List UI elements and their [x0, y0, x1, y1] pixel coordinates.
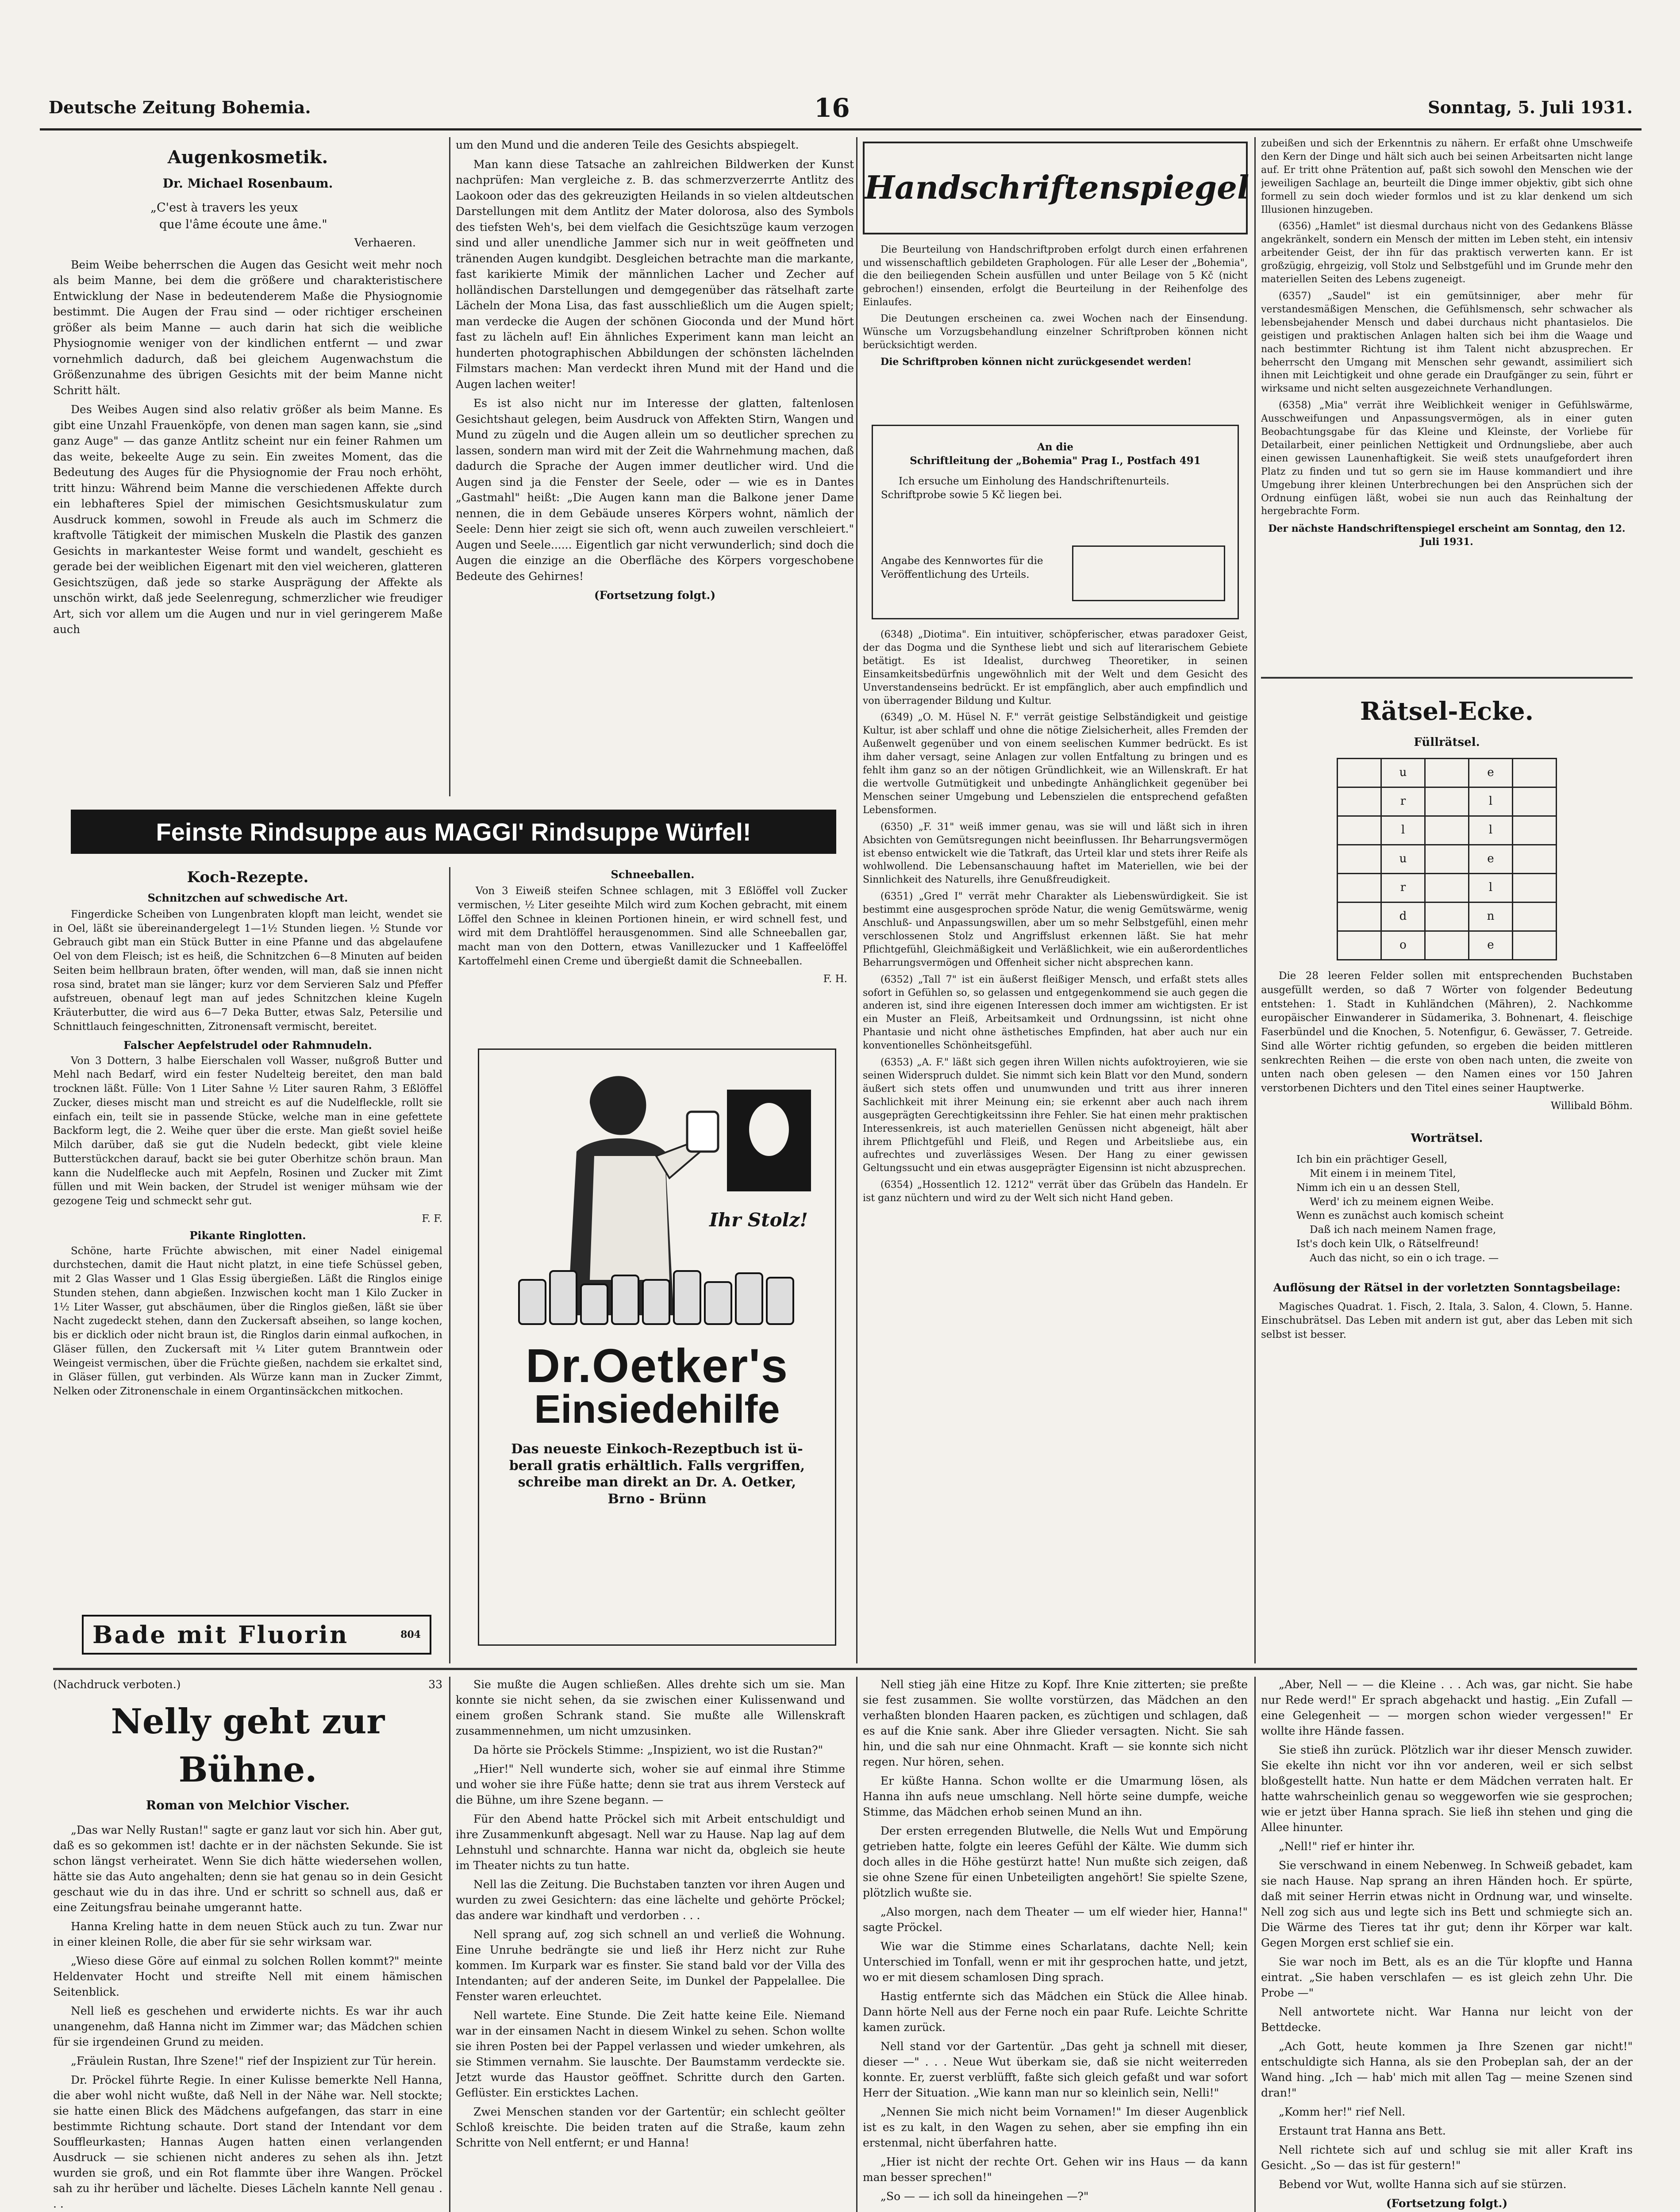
handwriting-entry: (6356) „Hamlet" ist diesmal durchaus nicht von des Gedankens Blässe angekränkelt, sondern ein Mensch der mitten im Leben steht, ein intensiv arbeitender Geist, der ihn für das praktisch verwerten kann. Er ist großzügig, ehrgeizig, voll Stolz und Selbstgefühl und im Grunde mehr den materiellen Seiten des Lebens zugeneigt. — [1261, 221, 1633, 285]
handwriting-title: Handschriftenspiegel — [865, 169, 1249, 206]
paragraph: Sie verschwand in einem Nebenweg. In Schweiß gebadet, kam sie nach Hause. Nap sprang an ihren Händen hoch. Er spürte, daß mit seiner Herrin etwas nicht in Ordnung war, und winselte. Nell zog sich aus und legte sich ins Bett und schmiegte sich an. Die Wärme des Tieres tat ihr gut; denn ihr Körper war kalt. Gegen Morgen erst schlief sie ein. — [1261, 1859, 1633, 1949]
paragraph: Wie war die Stimme eines Scharlatans, dachte Nell; kein Unterschied im Tonfall, wenn er mit ihr gesprochen hatte, und jetzt, wo er mit diesem schamlosen Ding sprach. — [863, 1940, 1248, 1984]
page-header — [40, 93, 1642, 131]
fill-in-puzzle-grid — [1337, 758, 1557, 960]
puzzle-cell[interactable] — [1513, 845, 1557, 874]
oetker-ad-line: Das neueste Einkoch-Rezeptbuch ist ü- — [511, 1441, 803, 1457]
handwriting-entry: (6350) „F. 31" weiß immer genau, was sie will und läßt sich in ihren Absichten von Gemütsregungen nicht beeinflussen. Ihr Beharrungsvermögen ist ebenso entwickelt wie die Tatkraft, das Urteil klar und stets ihrer Reife als wohlwollend. Die Lebensanschauung haftet im Materiellen, wie bei der Sinnlichkeit des Naturells, ihre Genußfreudigkeit. — [863, 821, 1248, 886]
solution-heading: Auflösung der Rätsel in der vorletzten Sonntagsbeilage: — [1273, 1281, 1621, 1294]
puzzle-title: Rätsel-Ecke. — [1360, 697, 1534, 726]
article-title: Augenkosmetik. — [167, 147, 328, 168]
column-divider — [1254, 1677, 1256, 2212]
paragraph: Nell stand vor der Gartentür. „Das geht ja schnell mit dieser, dieser —" . . . Neue Wut überkam sie, daß sie nicht weiterreden konnte. Er, zuerst verblüfft, faßte sich gleich gefaßt und war sofort Herr der Situation. „Wie kann man nur so kleinlich sein, Nelli!" — [863, 2040, 1248, 2099]
puzzle-author: Willibald Böhm. — [1550, 1100, 1633, 1112]
handwriting-entry: (6351) „Gred I" verrät mehr Charakter als Liebenswürdigkeit. Sie ist bestimmt eine ausgesprochen spröde Natur, die wenig Gemütswärme, wenig Anschluß- und Anpassungswillen, aber um so mehr Selbstgefühl, einen mehr verschlossenen Stolz und Angriffslust erkennen läßt. Sie hat mehr Pflichtgefühl, Gleichmäßigkeit und Verläßlichkeit, wie ein außerordentliches Beharrungsvermögen und Offenheit sicher nicht absprechen kann. — [863, 891, 1248, 968]
article-augen-col1 — [53, 137, 442, 796]
puzzle-cell[interactable] — [1338, 759, 1381, 787]
epigraph-line-1: „C'est à travers les yeux — [150, 200, 298, 215]
recipe-schneeballen — [458, 867, 847, 1035]
woman-with-jar-illustration — [479, 1050, 833, 1333]
oetker-ad-tagline: Ihr Stolz! — [709, 1209, 808, 1231]
puzzle-cell[interactable]: l — [1381, 816, 1425, 845]
paragraph: Bebend vor Wut, wollte Hanna sich auf sie stürzen. — [1279, 2178, 1567, 2191]
paragraph: Hanna Kreling hatte in dem neuen Stück auch zu tun. Zwar nur in einer kleinen Rolle, die aber für sie sehr wirksam war. — [53, 1920, 442, 1948]
verse-line: Ich bin ein prächtiger Gesell, — [1296, 1154, 1448, 1166]
puzzle-cell[interactable]: r — [1381, 874, 1425, 902]
puzzle-cell[interactable]: u — [1381, 845, 1425, 874]
puzzle-cell[interactable]: e — [1469, 845, 1513, 874]
paragraph: Man kann diese Tatsache an zahlreichen Bildwerken der Kunst nachprüfen: Man vergleiche z. B. das schmerzverzerrte Antlitz des Laokoon oder das des gekreuzigten Heilands in so vielen altdeutschen Darstellungen mit dem Antlitz der Mater dolorosa, also des Symbols des tiefsten Weh's, bei dem vielfach die Gesichtszüge kaum verzogen sind und aller unendliche Jammer sich nur in weit geöffneten und tränenden Augen kundgibt. Desgleichen betrachte man die markante, fast karikierte Mimik der männlichen Lacher und Zecher auf holländischen Darstellungen und demgegenüber das rätselhaft zarte Lächeln der Mona Lisa, das fast ausschließlich um die Augen spielt; man verdecke die Augen der schönen Gioconda und der Mund hört fast zu lächeln auf! Ein ähnliches Experiment kann man leicht an hunderten photographischen Abbildungen der schönsten lächelnden Filmstars machen: Man verdeckt ihren Mund mit der Hand und die Augen lachen weiter! — [456, 157, 854, 391]
handwriting-entries-col1 — [863, 628, 1248, 1663]
fluorin-ad — [82, 1615, 431, 1655]
puzzle-cell[interactable] — [1513, 931, 1557, 960]
paragraph: Sie mußte die Augen schließen. Alles drehte sich um sie. Man konnte sie nicht sehen, da sie zwischen einer Kulissenwand und einem großen Schrank stand. Sie mußte alle Willenskraft zusammennehmen, um nicht umzusinken. — [456, 1678, 845, 1737]
maggi-ad-banner — [71, 810, 836, 854]
handwriting-entry: (6354) „Hossentlich 12. 1212" verrät über das Grübeln das Handeln. Er ist ganz nüchtern und wird zu der Welt sich nicht Hand geben. — [863, 1179, 1248, 1204]
handwriting-entry: (6349) „O. M. Hüsel N. F." verrät geistige Selbständigkeit und geistige Kultur, ist aber schlaff und ohne die nötige Zielsicherheit, alles Fremden der Außenwelt gegenüber und von einem seelischen Kummer bedrückt. Es ist ihm daher versagt, seine Anlagen zur vollen Entfaltung zu bringen und es fehlt ihm ganz so an der nötigen Gründlichkeit, wie an Willenskraft. Er hat die wertvolle Gutmütigkeit und unbedingte Anhänglichkeit gegenüber bei Menschen seiner Umgebung und Lebenszielen die entsprechend gefaßten Lebensformen. — [863, 712, 1248, 816]
paragraph: „Nell!" rief er hinter ihr. — [1279, 1840, 1415, 1853]
novel-col1 — [53, 1677, 442, 2212]
paragraph: Beim Weibe beherrschen die Augen das Gesicht weit mehr noch als beim Manne, bei dem die größere und charakteristischere Entwicklung der Nase in bedeutenderem Maße die Physiognomie bestimmt. Die Augen der Frau sind — oder richtiger erscheinen größer als beim Manne — auch darin hat sich die weibliche Physiognomie weniger von der kindlichen entfernt — und zwar vornehmlich dadurch, daß bei gleichem Augenwachstum die Größenzunahme des übrigen Gesichts mit der beim Manne nicht Schritt hält. — [53, 258, 442, 397]
column-divider — [449, 867, 450, 1663]
handwriting-entry: (6353) „A. F." läßt sich gegen ihren Willen nichts aufoktroyieren, wie sie seinen Widerspruch duldet. Sie nimmt sich kein Blatt vor den Mund, sondern äußert sich stets offen und unumwunden und tritt aus ihrer inneren Sachlichkeit mit ihrer Meinung ein; sie erkennt aber auch nach ihrem ausgeprägten Gerechtigkeitssinn ihre Fehler. Sie hat einen mehr praktischen Interessenkreis, ist auch materiellen Genüssen nicht abgeneigt, hält aber ihrem Pflichtgefühl und Fleiß, und Regen und Arbeitsliebe aus, ein aufrechtes und zuverlässiges Wesen. Der Hang zu einer gewissen Geltungssucht und ein etwas ausgeprägter Eigensinn ist nicht abzusprechen. — [863, 1057, 1248, 1174]
paragraph: Nell ließ es geschehen und erwiderte nichts. Es war ihr auch unangenehm, daß Hanna nicht im Zimmer war; das Mädchen schien für sie irgendeinen Grund zu meiden. — [53, 2004, 442, 2048]
puzzle-row — [1338, 816, 1557, 845]
paragraph: Zwei Menschen standen vor der Gartentür; ein schlecht geölter Schloß kreischte. Die beiden traten auf die Straße, kaum zehn Schritte von Nell entfernt; er und Hanna! — [456, 2105, 845, 2149]
oetker-ad-line: Brno - Brünn — [607, 1491, 707, 1507]
paragraph: Des Weibes Augen sind also relativ größer als beim Manne. Es gibt eine Unzahl Frauenköpfe, von denen man sagen kann, sie „sind ganz Auge" — das ganze Antlitz scheint nur ein feiner Rahmen um das weite, bekeelte Auge zu sein. Ein zweites Moment, das die Bedeutung des Auges für die Physiognomie der Frau noch erhöht, tritt hinzu: Während beim Manne die verschiedenen Affekte durch ein lebhafteres Spiel der mimischen Gesichtsmuskulatur zum Ausdruck kommen, sowohl in Freude als auch im Schmerz die kraftvolle Tätigkeit der mimischen Muskeln die Plastik des ganzen Gesichts in markantester Weise formt und wandelt, geschieht es gerade bei der weiblichen Eigenart mit den viel weicheren, glatteren Gesichtszügen, daß jede so starke Ausprägung der Affekte als unschön wirkt, daß jede Seelenregung, schmerzlicher wie freudiger Art, sich vor allem um die Augen und nur in viel geringerem Maße auch — [53, 403, 442, 636]
paragraph: Der ersten erregenden Blutwelle, die Nells Wut und Empörung getrieben hatte, folgte ein leeres Gefühl der Kälte. Wie dumm sich doch alles in die Höhe gestürzt hatte! Nun mußte sich zeigen, daß sie ohne Szene für einen Unbeteiligten angehört! Sie spielte Szene, plötzlich wußte sie. — [863, 1824, 1248, 1899]
verse-line: Nimm ich ein u an dessen Stell, — [1296, 1182, 1461, 1194]
puzzle-row — [1338, 874, 1557, 902]
newspaper-page — [40, 27, 1642, 2212]
handwriting-column-box — [863, 142, 1248, 234]
epigraph-line-2: que l'âme écoute une âme." — [159, 217, 327, 231]
puzzle-cell[interactable] — [1338, 931, 1381, 960]
recipe-heading: Falscher Aepfelstrudel oder Rahmnudeln. — [123, 1038, 372, 1052]
puzzle-cell[interactable] — [1425, 874, 1469, 902]
paragraph: „So — — ich soll da hineingehen —?" — [880, 2190, 1089, 2203]
paragraph: „Hier!" Nell wunderte sich, woher sie auf einmal ihre Stimme und woher sie ihre Füße hatte; denn sie trat aus ihrem Versteck auf die Bühne, um ihre Szene begann. — — [456, 1763, 845, 1806]
oetker-ad-product: Einsiedehilfe — [534, 1387, 780, 1432]
section-divider — [1261, 677, 1633, 679]
puzzle-row — [1338, 902, 1557, 931]
handwriting-entries-col2 — [1261, 137, 1633, 664]
handwriting-entry: (6348) „Diotima". Ein intuitiver, schöpferischer, etwas paradoxer Geist, der das Dogma und die Synthese liebt und sich auf literarischem Gebiete betätigt. Es ist Idealist, durchweg Theoretiker, in seinen Einsamkeitsbedürfnis ungewöhnlich mit der Welt und dem Gesicht des Unverstandenseins bedrückt. Er ist empfänglich, aber auch empfindlich und von überragender Bildung und Kultur. — [863, 629, 1248, 707]
paragraph: „Also morgen, nach dem Theater — um elf wieder hier, Hanna!" sagte Pröckel. — [863, 1905, 1248, 1934]
puzzle-cell[interactable]: r — [1381, 787, 1425, 816]
puzzle-cell[interactable] — [1338, 902, 1381, 931]
puzzle-cell[interactable] — [1338, 816, 1381, 845]
paragraph: „Das war Nelly Rustan!" sagte er ganz laut vor sich hin. Aber gut, daß es so gekommen ist! dachte er in der nächsten Sekunde. Sie ist schon längst verheiratet. Wenn Sie dich hätte wiedersehen wollen, hätte sie das Auto angehalten; denn sie hat genau so in dein Gesicht geschaut wie du in das ihre. Und er schritt so schnell aus, daß er eine Zeitungsfrau beinahe umgerannt hatte. — [53, 1823, 442, 1914]
puzzle-cell[interactable] — [1513, 787, 1557, 816]
paragraph: Die 28 leeren Felder sollen mit entsprechenden Buchstaben ausgefüllt werden, so daß 7 Wörter von folgender Bedeutung entstehen: 1. Stadt in Kuhländchen (Mähren), 2. Nachkomme europäischer Einwanderer in Südamerika, 3. Bohnenart, 4. fleischige Faserbündel und die Knochen, 5. Notenfigur, 6. Gewässer, 7. Getreide. Sind alle Wörter richtig gefunden, so ergeben die beiden mittleren senkrechten Reihen — die erste von oben nach unten, die zweite von unten nach oben gelesen — den Namen eines vor 150 Jahren verstorbenen Dichters und den Titel eines seiner Hauptwerke. — [1261, 970, 1633, 1094]
puzzle-cell[interactable]: u — [1381, 759, 1425, 787]
recipe-signature: F. H. — [823, 973, 847, 985]
paragraph: Von 3 Eiweiß steifen Schnee schlagen, mit 3 Eßlöffel voll Zucker vermischen, ½ Liter geseihte Milch wird zum Kochen gebracht, mit einem Löffel den Schnee in kleinen Portionen hinein, er wird schnell fest, und wird mit dem Drahtlöffel herausgenommen. Sind alle Schneeballen gar, macht man von den Dottern, etwas Vanillezucker und 1 Kaffeelöffel Kartoffelmehl einen Creme und übergießt damit die Schneeballen. — [458, 885, 847, 967]
oetker-ad-brand: Dr.Oetker's — [525, 1339, 788, 1392]
fluorin-ad-text: Bade mit Fluorin — [92, 1621, 349, 1649]
puzzle-cell[interactable] — [1338, 787, 1381, 816]
paragraph: „Aber, Nell — — die Kleine . . . Ach was, gar nicht. Sie habe nur Rede werd!" Er sprach abgehackt und hastig. „Ein Zufall — eine Gelegenheit — — morgen schon wieder vergessen!" Er wollte ihre Hände fassen. — [1261, 1678, 1633, 1737]
form-line: An die — [1037, 441, 1074, 453]
puzzle-row — [1338, 845, 1557, 874]
section-divider — [53, 1668, 1637, 1670]
puzzle-cell[interactable] — [1425, 787, 1469, 816]
paragraph: Von 3 Dottern, 3 halbe Eierschalen voll Wasser, nußgroß Butter und Mehl nach Bedarf, wird ein fester Nudelteig bereitet, den man bald trocknen läßt. Fülle: Von 1 Liter Sahne ½ Liter sauren Rahm, 3 Eßlöffel Zucker, dieses mischt man und streicht es auf die Nudelfleckle, rollt sie einfach ein, teilt sie in passende Stücke, welche man in eine gefettete Backform legt, die 2. Weihe quer über die erste. Man gießt soviel heiße Milch darüber, daß sie gut die Nudeln bedeckt, gibt viele kleine Butterstückchen darauf, backt sie bei guter Oberhitze schön braun. Man kann die Nudelflecke auch mit Aepfeln, Rosinen und Zucker mit Zimt füllen und mit Wein backen, der Strudel ist weniger mühsam wie der gezogene Teig und schmeckt sehr gut. — [53, 1055, 442, 1207]
puzzle-cell[interactable]: l — [1469, 874, 1513, 902]
paragraph: Fingerdicke Scheiben von Lungenbraten klopft man leicht, wendet sie in Oel, läßt sie übereinandergelegt 1—1½ Stunden liegen. ½ Stunde vor Gebrauch gibt man ein Stück Butter in eine Pfanne und das abgelaufene Oel von dem Fleisch; ist es heiß, die Schnitzchen 6—8 Minuten auf beiden Seiten beim hellbraun braten, öfter wenden, will man, daß sie innen nicht rosa sind, bratet man sie länger; kurz vor dem Servieren Salz und Pfeffer aufstreuen, obenauf legt man auf jedes Schnitzchen kleine Kugeln Kräuterbutter, die wird aus 6—7 Deka Butter, etwas Salz, Petersilie und Schnittlauch feingeschnitten, Zitronensaft vermischt, bereitet. — [53, 909, 442, 1033]
installment-number: 33 — [428, 1678, 442, 1691]
paragraph: „Wieso diese Göre auf einmal zu solchen Rollen kommt?" meinte Heldenvater Hocht und streifte Nell mit einem hämischen Seitenblick. — [53, 1954, 442, 1998]
form-label: Angabe des Kennwortes für die Veröffentlichung des Urteils. — [881, 555, 1043, 581]
oetker-ad-line: berall gratis erhältlich. Falls vergriffen, — [509, 1458, 805, 1474]
paragraph: Die Beurteilung von Handschriftproben erfolgt durch einen erfahrenen und wissenschaftlich gebildeten Graphologen. Für alle Leser der „Bohemia", die den beiliegenden Schein ausfüllen und unter Beilage von 5 Kč (nicht gebrochen!) einsenden, erfolgt die Beurteilung in der Reihenfolge des Einlaufes. — [863, 244, 1248, 308]
puzzle-cell[interactable]: l — [1469, 787, 1513, 816]
next-column-note: Der nächste Handschriftenspiegel erscheint am Sonntag, den 12. Juli 1931. — [1268, 523, 1626, 548]
paragraph: „Fräulein Rustan, Ihre Szene!" rief der Inspizient zur Tür herein. — [71, 2054, 436, 2067]
keyword-field[interactable] — [1072, 545, 1225, 601]
puzzle-cell[interactable]: n — [1469, 902, 1513, 931]
page-number: 16 — [814, 93, 850, 123]
paragraph: Die Schriftproben können nicht zurückgesendet werden! — [880, 356, 1192, 368]
handwriting-entry: zubeißen und sich der Erkenntnis zu nähern. Er erfaßt ohne Umschweife den Kern der Dinge und hält sich auch bei seinen Arbeitsarten nicht lange auf. Er tritt ohne Prätention auf, paßt sich sowohl den Menschen wie der jeweiligen Sachlage an, beurteilt die Dinge immer objektiv, gibt sich ohne formell zu sein doch wieder formlos und ist zu klar denkend um sich Illusionen hinzugeben. — [1261, 138, 1633, 215]
puzzle-cell[interactable] — [1513, 902, 1557, 931]
paragraph: „Komm her!" rief Nell. — [1279, 2105, 1406, 2118]
verse-line: Daß ich nach meinem Namen frage, — [1310, 1224, 1496, 1236]
recipe-heading: Schneeballen. — [611, 868, 695, 881]
recipe-heading: Schnitzchen auf schwedische Art. — [147, 891, 348, 904]
handwriting-intro — [863, 243, 1248, 420]
oetker-ad-line: schreibe man direkt an Dr. A. Oetker, — [518, 1475, 796, 1490]
novel-col2 — [456, 1677, 845, 2212]
paragraph: Magisches Quadrat. 1. Fisch, 2. Itala, 3. Salon, 4. Clown, 5. Hanne. Einschubrätsel. Das Leben mit andern ist gut, aber das Leben mit sich selbst ist besser. — [1261, 1301, 1633, 1341]
paragraph: Da hörte sie Pröckels Stimme: „Inspizient, wo ist die Rustan?" — [473, 1743, 823, 1756]
column-divider — [449, 1677, 450, 2212]
recipe-signature: F. F. — [422, 1213, 442, 1225]
article-author: Dr. Michael Rosenbaum. — [162, 176, 333, 191]
paragraph: „Nennen Sie mich nicht beim Vornamen!" Im dieser Augenblick ist es zu kalt, in den Wagen zu sehen, aber sie empfing ihn ein erstenmal, nicht überfahren hatte. — [863, 2105, 1248, 2149]
recipes-column — [53, 867, 442, 1601]
novel-title: Nelly geht zur Bühne. — [111, 1701, 385, 1790]
verse-line: Ist's doch kein Ulk, o Rätselfreund! — [1296, 1238, 1479, 1250]
handwriting-entry: (6358) „Mia" verrät ihre Weiblichkeit weniger in Gefühlswärme, Ausschweifungen und Anpassungsvermögen, als in einer guten Beobachtungsgabe für das Kleine und Kleinste, der Vorliebe für Detailarbeit, einer peinlichen Nettigkeit und Ordnungsliebe, aber auch einen gewissen Launenhaftigkeit. Sie weiß stets unaufgefordert ihren Platz zu finden und tut so gern sie im Hause kommandiert und ihre Umgebung ihrer kleinen Unterbrechungen bei den Ansprüchen sich der Ordnung einfügen läßt, wobei sie nun auch das Reinhaltung der hergebrachte Form. — [1261, 400, 1633, 517]
paragraph: Sie stieß ihn zurück. Plötzlich war ihr dieser Mensch zuwider. Sie ekelte ihn nicht vor ihn vor anderen, weil er sich selbst bloßgestellt hatte. Nun hatte er dem Mädchen verraten halt. Er hatte wahrscheinlich genau so weggeworfen wie sie gesprochen; wie er jetzt über Hanna sprach. Sie ließ ihn stehen und ging die Allee hinunter. — [1261, 1743, 1633, 1834]
paragraph: um den Mund und die anderen Teile des Gesichts abspiegelt. — [456, 138, 799, 151]
paragraph: Nell richtete sich auf und schlug sie mit aller Kraft ins Gesicht. „So — das ist für gestern!" — [1261, 2143, 1633, 2172]
puzzle-cell[interactable]: l — [1469, 816, 1513, 845]
puzzle-cell[interactable]: o — [1381, 931, 1425, 960]
puzzle-cell[interactable] — [1425, 902, 1469, 931]
fluorin-ad-code: 804 — [400, 1629, 421, 1640]
paragraph: Nell wartete. Eine Stunde. Die Zeit hatte keine Eile. Niemand war in der einsamen Nacht in diesem Winkel zu sehen. Schon wollte sie ihren Posten bei der Pappel verlassen und wieder umkehren, als sie Stimmen vernahm. Sie lauschte. Der Baumstamm verdeckte sie. Jetzt wurde das Haustor geöffnet. Schritte durch den Garten. Geflüster. Ein ersticktes Lachen. — [456, 2009, 845, 2099]
novel-col4 — [1261, 1677, 1633, 2212]
verse-line: Mit einem i in meinem Titel, — [1310, 1168, 1456, 1180]
puzzle-cell[interactable]: e — [1469, 759, 1513, 787]
puzzle-cell[interactable] — [1513, 816, 1557, 845]
verse-line: Auch das nicht, so ein o ich trage. — — [1310, 1252, 1499, 1264]
paragraph: „Ach Gott, heute kommen ja Ihre Szenen gar nicht!" entschuldigte sich Hanna, als sie den Probeplan sah, der an der Wand hing. „Ich — hab' mich mit allen Tag — meine Szenen sind dran!" — [1261, 2040, 1633, 2099]
paragraph: Sie war noch im Bett, als es an die Tür klopfte und Hanna eintrat. „Sie haben verschlafen — es ist gleich zehn Uhr. Die Probe —" — [1261, 1955, 1633, 1999]
column-divider — [856, 1677, 857, 2212]
puzzle-cell[interactable] — [1425, 845, 1469, 874]
paragraph: Für den Abend hatte Pröckel sich mit Arbeit entschuldigt und ihre Zusammenkunft abgesagt. Nell war zu Hause. Nap lag auf dem Lehnstuhl und schnarchte. Hanna war nicht da, obgleich sie heute im Theater nichts zu tun hatte. — [456, 1813, 845, 1872]
novel-note-row — [53, 1677, 442, 1692]
puzzle-cell[interactable] — [1513, 759, 1557, 787]
puzzle-cell[interactable] — [1425, 816, 1469, 845]
column-divider — [449, 137, 450, 796]
puzzle-row — [1338, 931, 1557, 960]
paragraph: Die Deutungen erscheinen ca. zwei Wochen nach der Einsendung. Wünsche um Vorzugsbehandlung einzelner Schriftproben können nicht berücksichtigt werden. — [863, 313, 1248, 351]
article-augen-col2 — [456, 137, 854, 792]
reprint-note: (Nachdruck verboten.) — [53, 1678, 181, 1691]
puzzle-cell[interactable]: e — [1469, 931, 1513, 960]
puzzle-heading: Worträtsel. — [1411, 1132, 1483, 1145]
paragraph: Dr. Pröckel führte Regie. In einer Kulisse bemerkte Nell Hanna, die aber wohl nicht wußte, daß Nell in der Nähe war. Nell stockte; sie hatte einen Blick des Mädchens aufgefangen, das starr in eine bestimmte Richtung schaute. Dort stand der Intendant vor dem Souffleurkasten; Hannas Augen hatten einen verlangenden Ausdruck — sie schienen nicht anderes zu sehen als ihn. Jetzt wurden sie groß, und ein Rot flammte über ihre Wangen. Pröckel sah zu ihr herüber und lächelte. Dieses Lächeln kannte Nell genau . . . — [53, 2073, 442, 2210]
paragraph: Schöne, harte Früchte abwischen, mit einer Nadel einigemal durchstechen, damit die Haut nicht platzt, in eine tiefe Schüssel geben, mit 2 Glas Wasser und 1 Glas Essig übergießen. Läßt die Ringlos einige Stunden stehen, dann abgießen. Inzwischen kocht man 1 Kilo Zucker in 1½ Liter Wasser, gut abschäumen, über die Ringlos gießen, läßt sie über Nacht zugedeckt stehen, dann den Zuckersaft abseihen, so lange kochen, bis er dicklich oder nicht braun ist, die Ringlos darin einmal aufkochen, in Gläser füllen, den Zuckersaft mit ¼ Liter gutem Branntwein oder Weingeist vermischen, über die Früchte gießen, nachdem sie erkaltet sind, in Gläser füllen, gut verbinden. Als Würze kann man in Zucker Zimmt, Nelken oder Zitronenschale in einem Organtinsäckchen mitkochen. — [53, 1245, 442, 1397]
issue-date: Sonntag, 5. Juli 1931. — [1428, 97, 1633, 117]
order-form — [872, 425, 1239, 619]
paragraph: „Hier ist nicht der rechte Ort. Gehen wir ins Haus — da kann man besser sprechen!" — [863, 2155, 1248, 2184]
novel-col3 — [863, 1677, 1248, 2212]
verse-line: Wenn es zunächst auch komisch scheint — [1296, 1210, 1504, 1222]
puzzle-row — [1338, 787, 1557, 816]
handwriting-entry: (6357) „Saudel" ist ein gemütsinniger, aber mehr für verstandesmäßigen Menschen, die Gefühlsmensch, sehr schwacher als lebensbejahender Mensch und dabei durchaus nicht phantasielos. Die geistigen und praktischen Anlagen halten sich bei ihm die Waage und nach bestimmter Richtung ist ihm Talent nicht abzusprechen. Er beherrscht den Umgang mit Menschen sehr gewandt, assimiliert sich ihnen mit Leichtigkeit und ohne gerade ein Draufgänger zu sein, führt er wirksame und nicht selten ausgezeichnete Verhandlungen. — [1261, 290, 1633, 395]
puzzle-corner — [1261, 690, 1633, 1663]
column-divider — [856, 137, 857, 1663]
recipes-title: Koch-Rezepte. — [187, 868, 309, 886]
paragraph: Erstaunt trat Hanna ans Bett. — [1279, 2124, 1446, 2137]
form-address: Schriftleitung der „Bohemia" Prag I., Postfach 491 — [910, 455, 1201, 467]
paragraph: Nell antwortete nicht. War Hanna nur leicht von der Bettdecke. — [1261, 2005, 1633, 2034]
puzzle-cell[interactable] — [1425, 931, 1469, 960]
paragraph: Nell stieg jäh eine Hitze zu Kopf. Ihre Knie zitterten; sie preßte sie fest zusammen. Sie wollte vorstürzen, das Mädchen an den verhaßten blonden Haaren packen, es züchtigen und schlagen, daß es auf die Knie sank. Aber ihre Glieder versagten. Nicht. Sie sah hin, und die sah nur eine Ohnmacht. Kraft — sie konnte sich nicht regen. Nur hören, sehen. — [863, 1678, 1248, 1768]
column-divider — [1254, 137, 1256, 1663]
puzzle-row — [1338, 759, 1557, 787]
newspaper-name: Deutsche Zeitung Bohemia. — [49, 97, 311, 117]
puzzle-cell[interactable] — [1338, 874, 1381, 902]
paragraph: Nell sprang auf, zog sich schnell an und verließ die Wohnung. Eine Unruhe bedrängte sie und ließ ihr Herz nicht zur Ruhe kommen. Im Kurpark war es finster. Sie stand bald vor der Villa des Intendanten; auf der anderen Seite, im Dunkel der Pappelallee. Die Fenster waren erleuchtet. — [456, 1928, 845, 2003]
continued-note: (Fortsetzung folgt.) — [1386, 2197, 1508, 2210]
word-riddle-verse — [1296, 1153, 1633, 1265]
oetker-ad — [478, 1048, 836, 1646]
maggi-ad-text: Feinste Rindsuppe aus MAGGI' Rindsuppe Würfel! — [156, 818, 751, 846]
puzzle-heading: Füllrätsel. — [1414, 736, 1480, 749]
puzzle-cell[interactable] — [1338, 845, 1381, 874]
puzzle-cell[interactable] — [1513, 874, 1557, 902]
handwriting-entry: (6352) „Tall 7" ist ein äußerst fleißiger Mensch, und erfaßt stets alles sofort in Gefühlen so, so gelassen und entgegenkommend sie auch gegen die anderen ist, sind ihre eigenen Interessen doch immer am wichtigsten. Er ist ein Muster an Fleiß, Arbeitsamkeit und Ordnungssinn, ist nicht ohne Phantasie und nicht ohne ästhetisches Empfinden, hat aber auch nur ein konventionelles Schönheitsgefühl. — [863, 974, 1248, 1052]
verse-line: Werd' ich zu meinem eignen Weibe. — [1310, 1196, 1494, 1208]
puzzle-cell[interactable] — [1425, 759, 1469, 787]
paragraph: Er küßte Hanna. Schon wollte er die Umarmung lösen, als Hanna ihn aufs neue umschlang. Nell hörte seine dumpfe, weiche Stimme, das Mädchen erhob seinen Mund an ihn. — [863, 1774, 1248, 1818]
recipe-heading: Pikante Ringlotten. — [189, 1229, 306, 1242]
puzzle-cell[interactable]: d — [1381, 902, 1425, 931]
form-line: Ich ersuche um Einholung des Handschriftenurteils. Schriftprobe sowie 5 Kč liegen bei. — [881, 476, 1169, 501]
paragraph: Nell las die Zeitung. Die Buchstaben tanzten vor ihren Augen und wurden zu zwei Gesichtern: das eine lächelte und gehörte Pröckel; das andere war kindhaft und verdorben . . . — [456, 1878, 845, 1922]
paragraph: Hastig entfernte sich das Mädchen ein Stück die Allee hinab. Dann hörte Nell aus der Ferne noch ein paar Rufe. Leichte Schritte kamen zurück. — [863, 1990, 1248, 2034]
epigraph-source: Verhaeren. — [354, 236, 416, 250]
novel-author: Roman von Melchior Vischer. — [146, 1798, 350, 1813]
continued-note: (Fortsetzung folgt.) — [594, 589, 716, 602]
paragraph: Es ist also nicht nur im Interesse der glatten, faltenlosen Gesichtshaut gelegen, beim Ausdruck von Affekten Stirn, Wangen und Mund zu zügeln und die Augen allein um so deutlicher sprechen zu lassen, sondern man wird mit der Zeit die Wahrnehmung machen, daß dadurch die Sprache der Augen immer deutlicher wird. Und die Augen sind ja die Fenster der Seele, oder — wie es in Dantes „Gastmahl" heißt: „Die Augen kann man die Balkone jener Dame nennen, die in dem Gebäude unseres Körpers wohnt, nämlich der Seele: Denn hier zeigt sie sich oft, wenn auch zuweilen verschleiert." Augen und Seele...... Eigentlich gar nicht verwunderlich; sind doch die Augen die einzige an die Oberfläche des Körpers vorgeschobene Bedeute des Gehirnes! — [456, 397, 854, 583]
